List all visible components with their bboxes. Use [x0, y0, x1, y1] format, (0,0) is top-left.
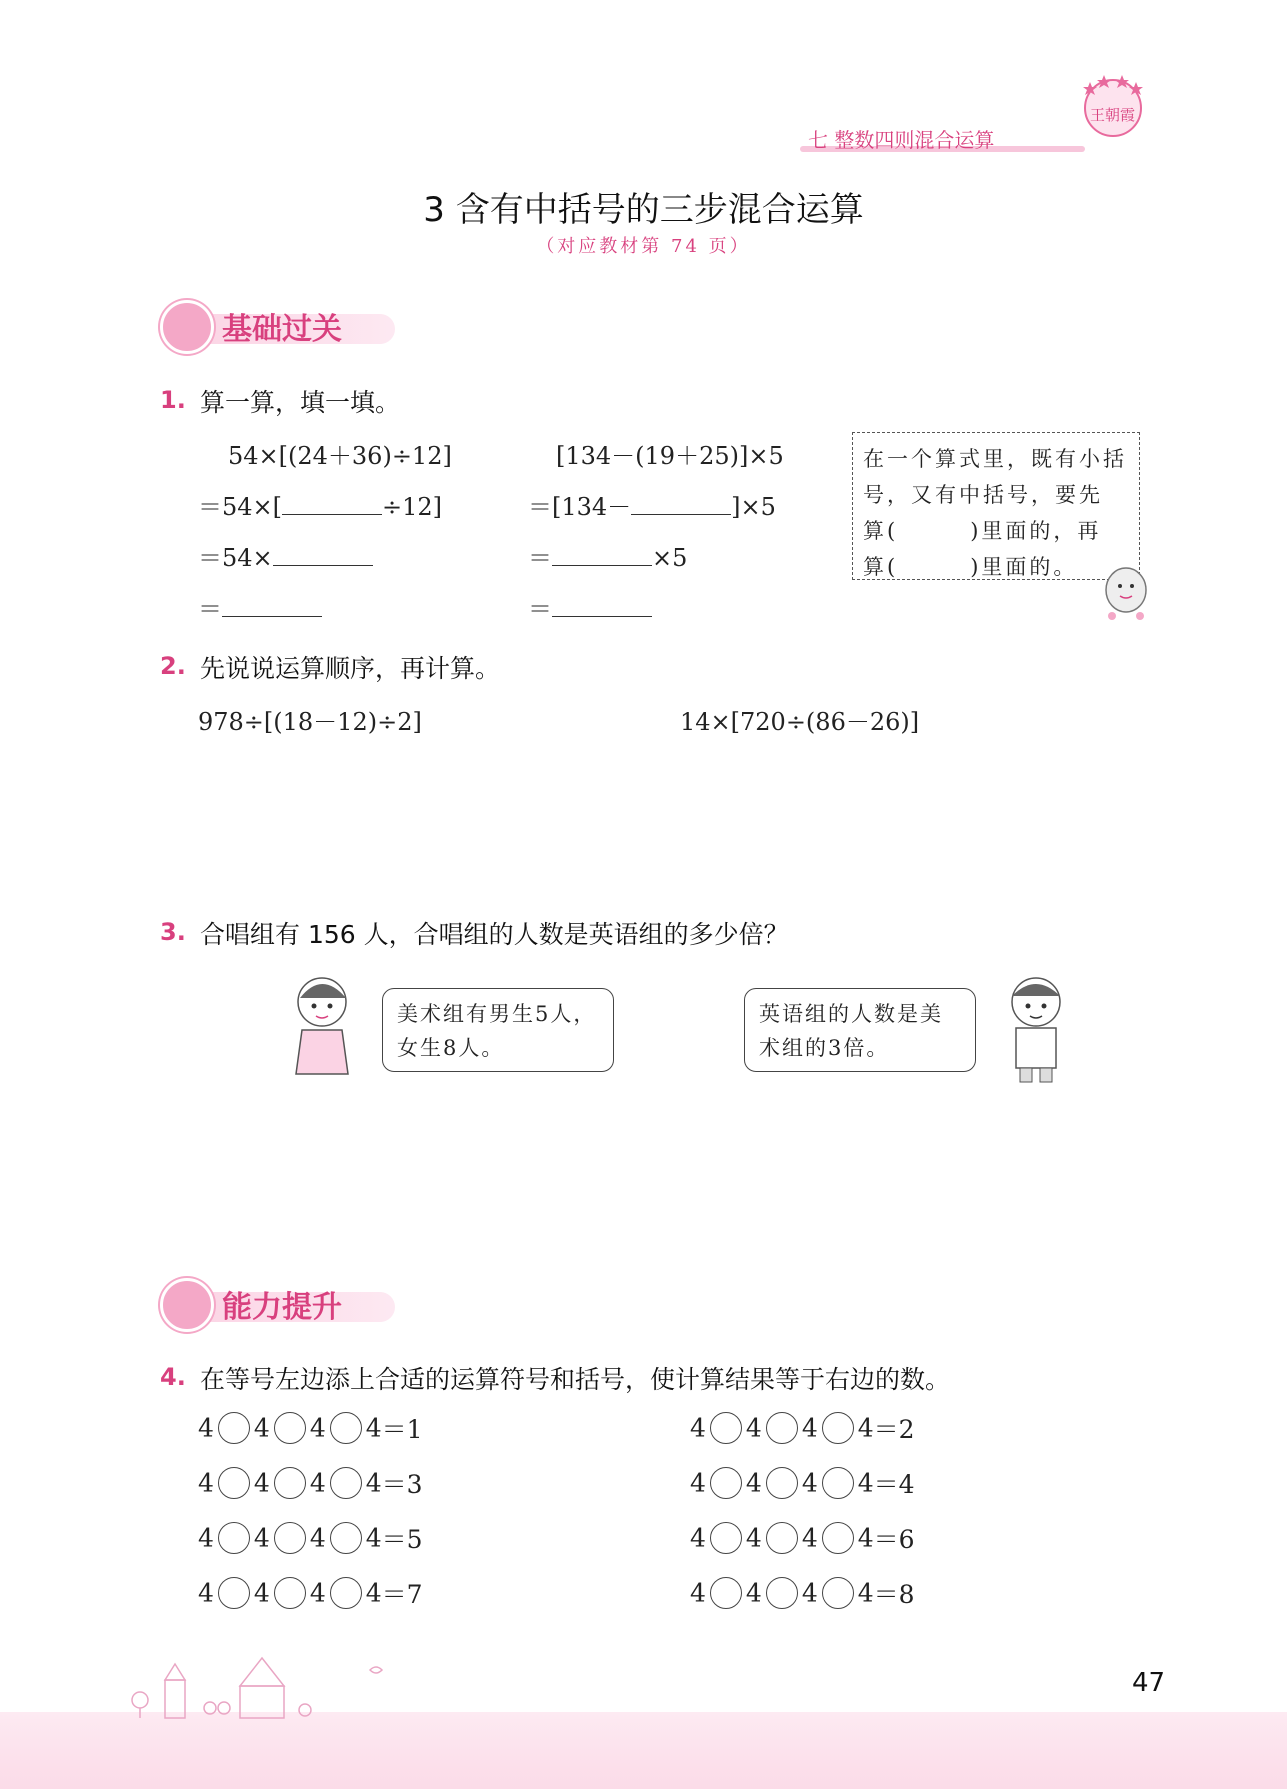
digit: 4: [198, 1468, 214, 1498]
q1-right-line3-suffix: ×5: [652, 544, 688, 572]
answer-blank[interactable]: [222, 592, 322, 617]
result: ＝4: [873, 1470, 915, 1499]
digit: 4: [745, 1413, 762, 1443]
section-advanced: [160, 1278, 400, 1328]
equation-row: [690, 1410, 915, 1446]
digit: 4: [253, 1413, 270, 1443]
operator-circle[interactable]: [330, 1522, 362, 1554]
digit: 4: [365, 1468, 382, 1498]
result: ＝3: [381, 1470, 423, 1499]
digit: 4: [857, 1468, 874, 1498]
page-subtitle: （对应教材第 74 页）: [536, 236, 751, 257]
tip-line-2: 号，又有中括号，要先: [863, 483, 1103, 507]
q1-left-line3-prefix: ＝54×: [198, 544, 273, 572]
bubble-left-line-2: 女生8人。: [397, 1036, 505, 1060]
q1-left-line2-suffix: ÷12]: [382, 493, 443, 521]
digit: 4: [857, 1523, 874, 1553]
answer-blank[interactable]: [552, 592, 652, 617]
speech-bubble-left: [382, 988, 614, 1072]
operator-circle[interactable]: [766, 1467, 798, 1499]
section-advanced-label: 能力提升: [222, 1290, 342, 1325]
digit: 4: [690, 1413, 706, 1443]
q2-expression-2: 14×[720÷(86－26)]: [680, 708, 920, 736]
equation-row: [198, 1465, 423, 1501]
digit: 4: [857, 1413, 874, 1443]
q1-left-line4-prefix: ＝: [198, 595, 222, 623]
boy-character-icon: [1000, 970, 1070, 1089]
question-2-number: 2.: [160, 652, 186, 680]
q1-right-line4: [528, 589, 652, 624]
question-3-text: 合唱组有 156 人，合唱组的人数是英语组的多少倍？: [200, 920, 789, 949]
bubble-left-line-1: 美术组有男生5人，: [397, 1002, 597, 1026]
equation-row: [198, 1520, 423, 1556]
question-3-number: 3.: [160, 918, 186, 946]
digit: 4: [745, 1578, 762, 1608]
chapter-title: 七 整数四则混合运算: [808, 128, 995, 152]
operator-circle[interactable]: [710, 1467, 742, 1499]
q1-right-line1: [134－(19＋25)]×5: [556, 442, 784, 470]
section-basic-label: 基础过关: [222, 312, 342, 347]
digit: 4: [857, 1578, 874, 1608]
chapter-header: [800, 124, 1085, 154]
q1-left-line3: [198, 538, 373, 573]
q1-right-line2-suffix: ]×5: [731, 493, 776, 521]
operator-circle[interactable]: [766, 1522, 798, 1554]
mascot-icon: [1096, 552, 1156, 626]
digit: 4: [801, 1413, 818, 1443]
question-1-text: 算一算，填一填。: [200, 388, 401, 417]
tip-line-3: 算( )里面的，再: [863, 519, 1102, 543]
digit: 4: [801, 1468, 818, 1498]
result: ＝8: [873, 1580, 915, 1609]
operator-circle[interactable]: [822, 1467, 854, 1499]
operator-circle[interactable]: [330, 1577, 362, 1609]
operator-circle[interactable]: [710, 1412, 742, 1444]
digit: 4: [309, 1413, 326, 1443]
q2-expression-1: 978÷[(18－12)÷2]: [198, 708, 422, 736]
operator-circle[interactable]: [766, 1577, 798, 1609]
bubble-right-line-2: 术组的3倍。: [759, 1036, 890, 1060]
digit: 4: [801, 1523, 818, 1553]
tip-line-1: 在一个算式里，既有小括: [863, 447, 1127, 471]
answer-blank[interactable]: [273, 541, 373, 566]
q1-right-line3: [528, 538, 687, 573]
digit: 4: [309, 1468, 326, 1498]
equation-row: [198, 1410, 423, 1446]
digit: 4: [198, 1578, 214, 1608]
digit: 4: [690, 1468, 706, 1498]
answer-blank[interactable]: [631, 490, 731, 515]
digit: 4: [198, 1523, 214, 1553]
character-avatar-icon: [160, 1278, 214, 1332]
speech-bubble-right: [744, 988, 976, 1072]
digit: 4: [253, 1468, 270, 1498]
page-title: 3 含有中括号的三步混合运算: [423, 190, 864, 230]
digit: 4: [365, 1413, 382, 1443]
digit: 4: [745, 1468, 762, 1498]
page-number: 47: [1132, 1668, 1166, 1698]
operator-circle[interactable]: [274, 1467, 306, 1499]
operator-circle[interactable]: [822, 1577, 854, 1609]
castle-decoration-icon: [120, 1650, 400, 1724]
digit: 4: [690, 1578, 706, 1608]
operator-circle[interactable]: [710, 1522, 742, 1554]
q1-right-line3-prefix: ＝: [528, 544, 552, 572]
q1-left-line4: [198, 589, 322, 624]
operator-circle[interactable]: [218, 1577, 250, 1609]
operator-circle[interactable]: [330, 1467, 362, 1499]
question-4-text: 在等号左边添上合适的运算符号和括号，使计算结果等于右边的数。: [200, 1365, 951, 1394]
section-basic: [160, 300, 400, 350]
digit: 4: [801, 1578, 818, 1608]
result: ＝2: [873, 1415, 915, 1444]
operator-circle[interactable]: [218, 1412, 250, 1444]
tip-line-4: 算( )里面的。: [863, 555, 1078, 579]
operator-circle[interactable]: [274, 1577, 306, 1609]
operator-circle[interactable]: [330, 1412, 362, 1444]
digit: 4: [365, 1523, 382, 1553]
question-4-number: 4.: [160, 1363, 186, 1391]
question-2-text: 先说说运算顺序，再计算。: [200, 654, 501, 683]
digit: 4: [309, 1578, 326, 1608]
girl-character-icon: [288, 970, 358, 1084]
digit: 4: [690, 1523, 706, 1553]
result: ＝6: [873, 1525, 915, 1554]
equation-row: [198, 1575, 423, 1611]
equation-row: [690, 1575, 915, 1611]
result: ＝7: [381, 1580, 423, 1609]
q1-right-line2-prefix: ＝[134－: [528, 493, 632, 521]
q1-left-line1: 54×[(24＋36)÷12]: [228, 442, 452, 470]
operator-circle[interactable]: [822, 1522, 854, 1554]
equation-row: [690, 1465, 915, 1501]
digit: 4: [253, 1523, 270, 1553]
operator-circle[interactable]: [274, 1412, 306, 1444]
q1-left-line2-prefix: ＝54×[: [198, 493, 283, 521]
operator-circle[interactable]: [766, 1412, 798, 1444]
result: ＝5: [381, 1525, 423, 1554]
girl-avatar-icon: [160, 300, 214, 354]
digit: 4: [309, 1523, 326, 1553]
operator-circle[interactable]: [274, 1522, 306, 1554]
bubble-right-line-1: 英语组的人数是美: [759, 1002, 943, 1026]
operator-circle[interactable]: [218, 1467, 250, 1499]
digit: 4: [745, 1523, 762, 1553]
answer-blank[interactable]: [282, 490, 382, 515]
logo-badge: [1078, 70, 1148, 140]
q1-right-line4-prefix: ＝: [528, 595, 552, 623]
answer-blank[interactable]: [552, 541, 652, 566]
question-1-number: 1.: [160, 386, 186, 414]
q1-left-line2: [198, 487, 442, 522]
operator-circle[interactable]: [822, 1412, 854, 1444]
logo-text: 王朝霞: [1090, 106, 1136, 124]
digit: 4: [198, 1413, 214, 1443]
operator-circle[interactable]: [710, 1577, 742, 1609]
digit: 4: [365, 1578, 382, 1608]
result: ＝1: [381, 1415, 423, 1444]
operator-circle[interactable]: [218, 1522, 250, 1554]
q1-right-line2: [528, 487, 776, 522]
equation-row: [690, 1520, 915, 1556]
digit: 4: [253, 1578, 270, 1608]
